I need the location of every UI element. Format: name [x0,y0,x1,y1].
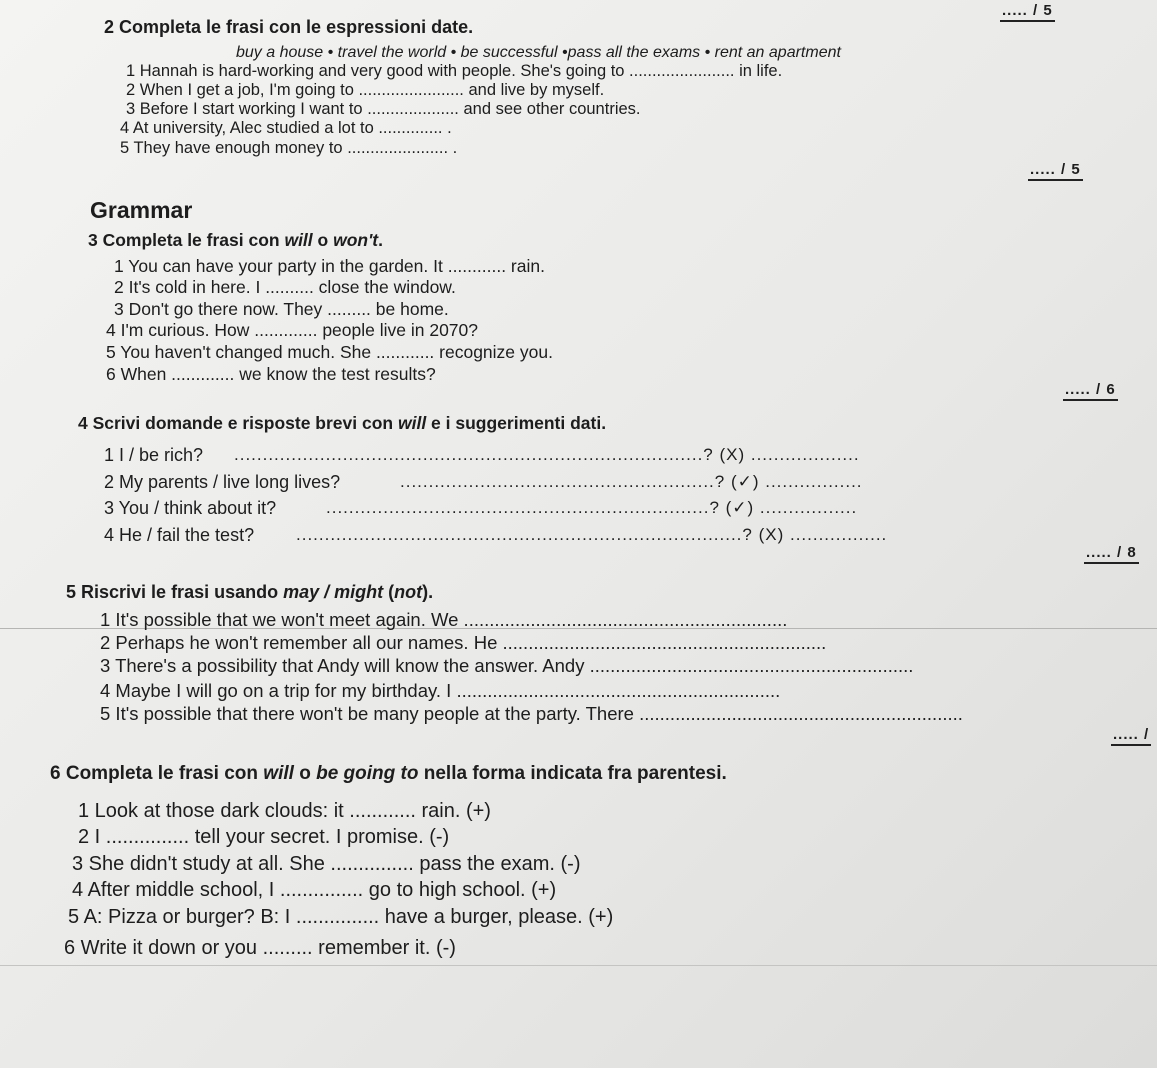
ex5-item-4: 4 Maybe I will go on a trip for my birthday. I ............................................................... [100,680,781,701]
ex5-score: ..... / [1111,726,1151,746]
ex4-item-4-prompt: 4 He / fail the test? [104,525,255,545]
ex3-item-1: 1 You can have your party in the garden. It ............ rain. [114,256,545,276]
ex5-item-3: 3 There's a possibility that Andy will know the answer. Andy ............................................................... [100,655,914,676]
ex4-item-2-answer-line: .......................................................? (✓) ................. [400,472,863,491]
ex3-score: ..... / 6 [1063,381,1118,401]
ex4-item-3-answer-line: ...................................................................? (✓) ................. [326,498,858,517]
ex3-item-5: 5 You haven't changed much. She ............ recognize you. [106,342,553,362]
ex3-item-6: 6 When ............. we know the test results? [106,364,436,384]
ex3-heading: 3 Completa le frasi con will o won't. [88,230,383,250]
ex2-item-4: 4 At university, Alec studied a lot to .............. . [120,119,452,137]
ex3-item-4: 4 I'm curious. How ............. people live in 2070? [106,320,478,340]
ex6-item-2: 2 I ............... tell your secret. I promise. (-) [78,826,450,848]
ex5-item-2: 2 Perhaps he won't remember all our names. He ............................................................... [100,632,827,653]
ex2-heading: 2 Completa le frasi con le espressioni date. [104,17,474,37]
ex2-word-bank: buy a house • travel the world • be successful •pass all the exams • rent an apartment [236,44,841,61]
ex2-item-1: 1 Hannah is hard-working and very good with people. She's going to ....................... in life. [126,62,783,80]
ex6-item-3: 3 She didn't study at all. She ............... pass the exam. (-) [72,853,581,875]
ex2-item-3: 3 Before I start working I want to .................... and see other countries. [126,100,641,118]
ex4-heading: 4 Scrivi domande e risposte brevi con will e i suggerimenti dati. [78,413,607,433]
ex5-item-1: 1 It's possible that we won't meet again. We ............................................................... [100,609,788,630]
ex2-end-score: ..... / 5 [1028,161,1083,181]
ex4-item-2-prompt: 2 My parents / live long lives? [104,472,341,492]
ex4-item-3-prompt: 3 You / think about it? [104,498,277,518]
ex4-item-4-answer-line: ..............................................................................? (X) ................. [296,525,888,544]
ex3-item-3: 3 Don't go there now. They ......... be home. [114,299,449,319]
ex4-score: ..... / 8 [1084,544,1139,564]
grammar-title: Grammar [90,197,193,223]
ex5-heading: 5 Riscrivi le frasi usando may / might (not). [66,582,434,602]
ex6-item-6: 6 Write it down or you ......... remember it. (-) [64,937,456,959]
ex2-item-5: 5 They have enough money to ...................... . [120,139,458,157]
ex4-item-1-answer-line: ..................................................................................? (X) ................... [234,445,860,464]
ex4-item-1-prompt: 1 I / be rich? [104,445,204,465]
ex6-item-1: 1 Look at those dark clouds: it ............ rain. (+) [78,800,491,822]
ex6-item-5: 5 A: Pizza or burger? B: I ............... have a burger, please. (+) [68,906,614,928]
ex5-item-5: 5 It's possible that there won't be many people at the party. There ............................................................... [100,703,963,724]
ex3-item-2: 2 It's cold in here. I .......... close the window. [114,277,456,297]
ex2-score: ..... / 5 [1000,2,1055,22]
ex6-heading: 6 Completa le frasi con will o be going to nella forma indicata fra parentesi. [50,763,727,784]
bottom-fold-line [0,965,1157,966]
ex2-item-2: 2 When I get a job, I'm going to ....................... and live by myself. [126,81,605,99]
ex6-item-4: 4 After middle school, I ............... go to high school. (+) [72,879,557,901]
